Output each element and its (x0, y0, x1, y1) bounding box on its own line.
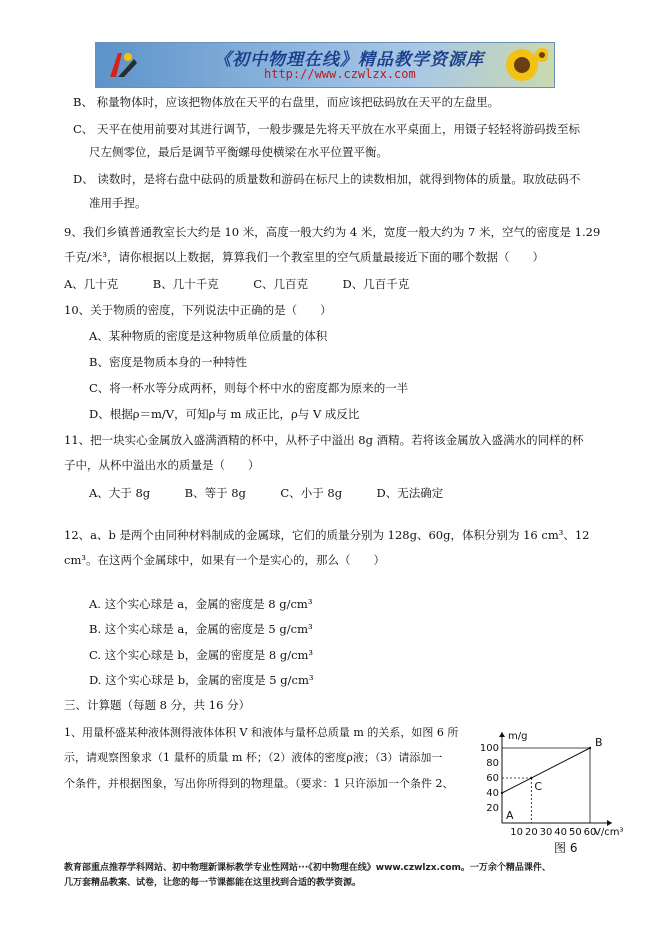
x-tick-label: 40 (554, 827, 568, 838)
q9-line1: 9、我们乡镇普通教室长大约是 10 米，高度一般大约为 4 米，宽度一般大约为 7 米，空气的密度是 1.29 (64, 225, 601, 239)
x-tick-label: 20 (524, 827, 538, 838)
y-tick-label: 80 (486, 758, 499, 769)
q10-option-d: D、根据ρ＝m/V，可知ρ与 m 成正比，ρ与 V 成反比 (89, 407, 360, 421)
data-point (501, 792, 503, 794)
x-axis-label: V/cm³ (594, 827, 624, 838)
data-point (530, 777, 532, 779)
y-tick-label: 100 (479, 743, 499, 754)
q10-option-c: C、将一杯水等分成两杯，则每个杯中水的密度都为原来的一半 (89, 381, 409, 395)
q11-line1: 11、把一块实心金属放入盛满酒精的杯中，从杯子中溢出 8g 酒精。若将该金属放入盛满水的同样的杯 (64, 433, 584, 447)
q10-stem: 10、关于物质的密度，下列说法中正确的是（ ） (64, 303, 332, 317)
q12-line1: 12、a、b 是两个由同种材料制成的金属球，它们的质量分别为 128g、60g，体积分别为 16 cm³、12 (64, 528, 590, 542)
point-label-b: B (595, 736, 603, 749)
q9-line2: 千克/米³，请你根据以上数据，算算我们一个教室里的空气质量最接近下面的哪个数据（ ） (64, 250, 544, 264)
x-tick-label: 10 (510, 827, 524, 838)
y-axis-arrow-icon (499, 732, 505, 737)
data-point (589, 747, 591, 749)
q8-option-c-line2: 尺左侧零位，最后是调节平衡螺母使横梁在水平位置平衡。 (89, 145, 388, 159)
y-tick-label: 60 (486, 773, 499, 784)
q8-option-d-line1: D、 读数时，是将右盘中砝码的质量数和游码在标尺上的读数相加，就得到物体的质量。取放砝码不 (73, 172, 581, 186)
calc1-line3: 个条件，并根据图象，写出你所得到的物理量。（要求：1 只许添加一个条件 2、 (64, 777, 454, 790)
q11-options: A、大于 8g B、等于 8g C、小于 8g D、无法确定 (89, 486, 444, 500)
x-tick-label: 50 (568, 827, 582, 838)
section-3-heading: 三、计算题（每题 8 分，共 16 分） (64, 698, 251, 712)
q12-line2: cm³。在这两个金属球中，如果有一个是实心的，那么（ ） (64, 553, 385, 567)
x-axis-arrow-icon (607, 820, 612, 826)
sunflower-icon (492, 45, 548, 85)
q10-option-b: B、密度是物质本身的一种特性 (89, 355, 247, 369)
footer-line2: 几万套精品教案、试卷，让您的每一节课都能在这里找到合适的教学资源。 (64, 878, 362, 888)
x-tick-label: 60 (583, 827, 597, 838)
q11-line2: 子中，从杯中溢出水的质量是（ ） (64, 458, 260, 472)
q9-options: A、几十克 B、几十千克 C、几百克 D、几百千克 (64, 277, 410, 291)
q12-option-b: B. 这个实心球是 a，金属的密度是 5 g/cm³ (89, 622, 313, 636)
banner-url[interactable]: http://www.czwlzx.com (264, 67, 416, 81)
data-line (502, 748, 590, 793)
calc1-line1: 1、用量杯盛某种液体测得液体体积 V 和液体与量杯总质量 m 的关系，如图 6 所 (64, 726, 459, 739)
figure-6-chart (472, 728, 652, 860)
header-banner (95, 42, 555, 88)
q8-option-b: B、 称量物体时，应该把物体放在天平的右盘里，而应该把砝码放在天平的左盘里。 (73, 95, 500, 109)
q12-option-d: D. 这个实心球是 b，金属的密度是 5 g/cm³ (89, 673, 314, 687)
y-tick-label: 40 (486, 788, 499, 799)
y-tick-label: 20 (486, 803, 499, 814)
x-tick-label: 30 (539, 827, 553, 838)
q10-option-a: A、某种物质的密度是这种物质单位质量的体积 (89, 329, 328, 343)
q8-option-c-line1: C、 天平在使用前要对其进行调节，一般步骤是先将天平放在水平桌面上，用镊子轻轻将游码拨至标 (73, 122, 580, 136)
y-axis-label: m/g (508, 731, 528, 742)
point-label-c: C (534, 780, 543, 793)
q12-option-c: C. 这个实心球是 b，金属的密度是 8 g/cm³ (89, 648, 314, 662)
point-label-a: A (506, 809, 514, 822)
banner-title: 《初中物理在线》精品教学资源库 (214, 50, 484, 70)
figure-caption: 图 6 (554, 841, 578, 855)
calc1-line2: 示，请观察图象求（1 量杯的质量 m 杯；（2）液体的密度ρ液；（3）请添加一 (64, 751, 443, 764)
footer-line1: 教育部重点推荐学科网站、初中物理新课标教学专业性网站···《初中物理在线》www.czwlzx.com。一万余个精品课件、 (64, 863, 551, 873)
site-logo-icon (104, 49, 138, 81)
q12-option-a: A. 这个实心球是 a，金属的密度是 8 g/cm³ (89, 597, 313, 611)
q8-option-d-line2: 准用手捏。 (89, 196, 147, 210)
